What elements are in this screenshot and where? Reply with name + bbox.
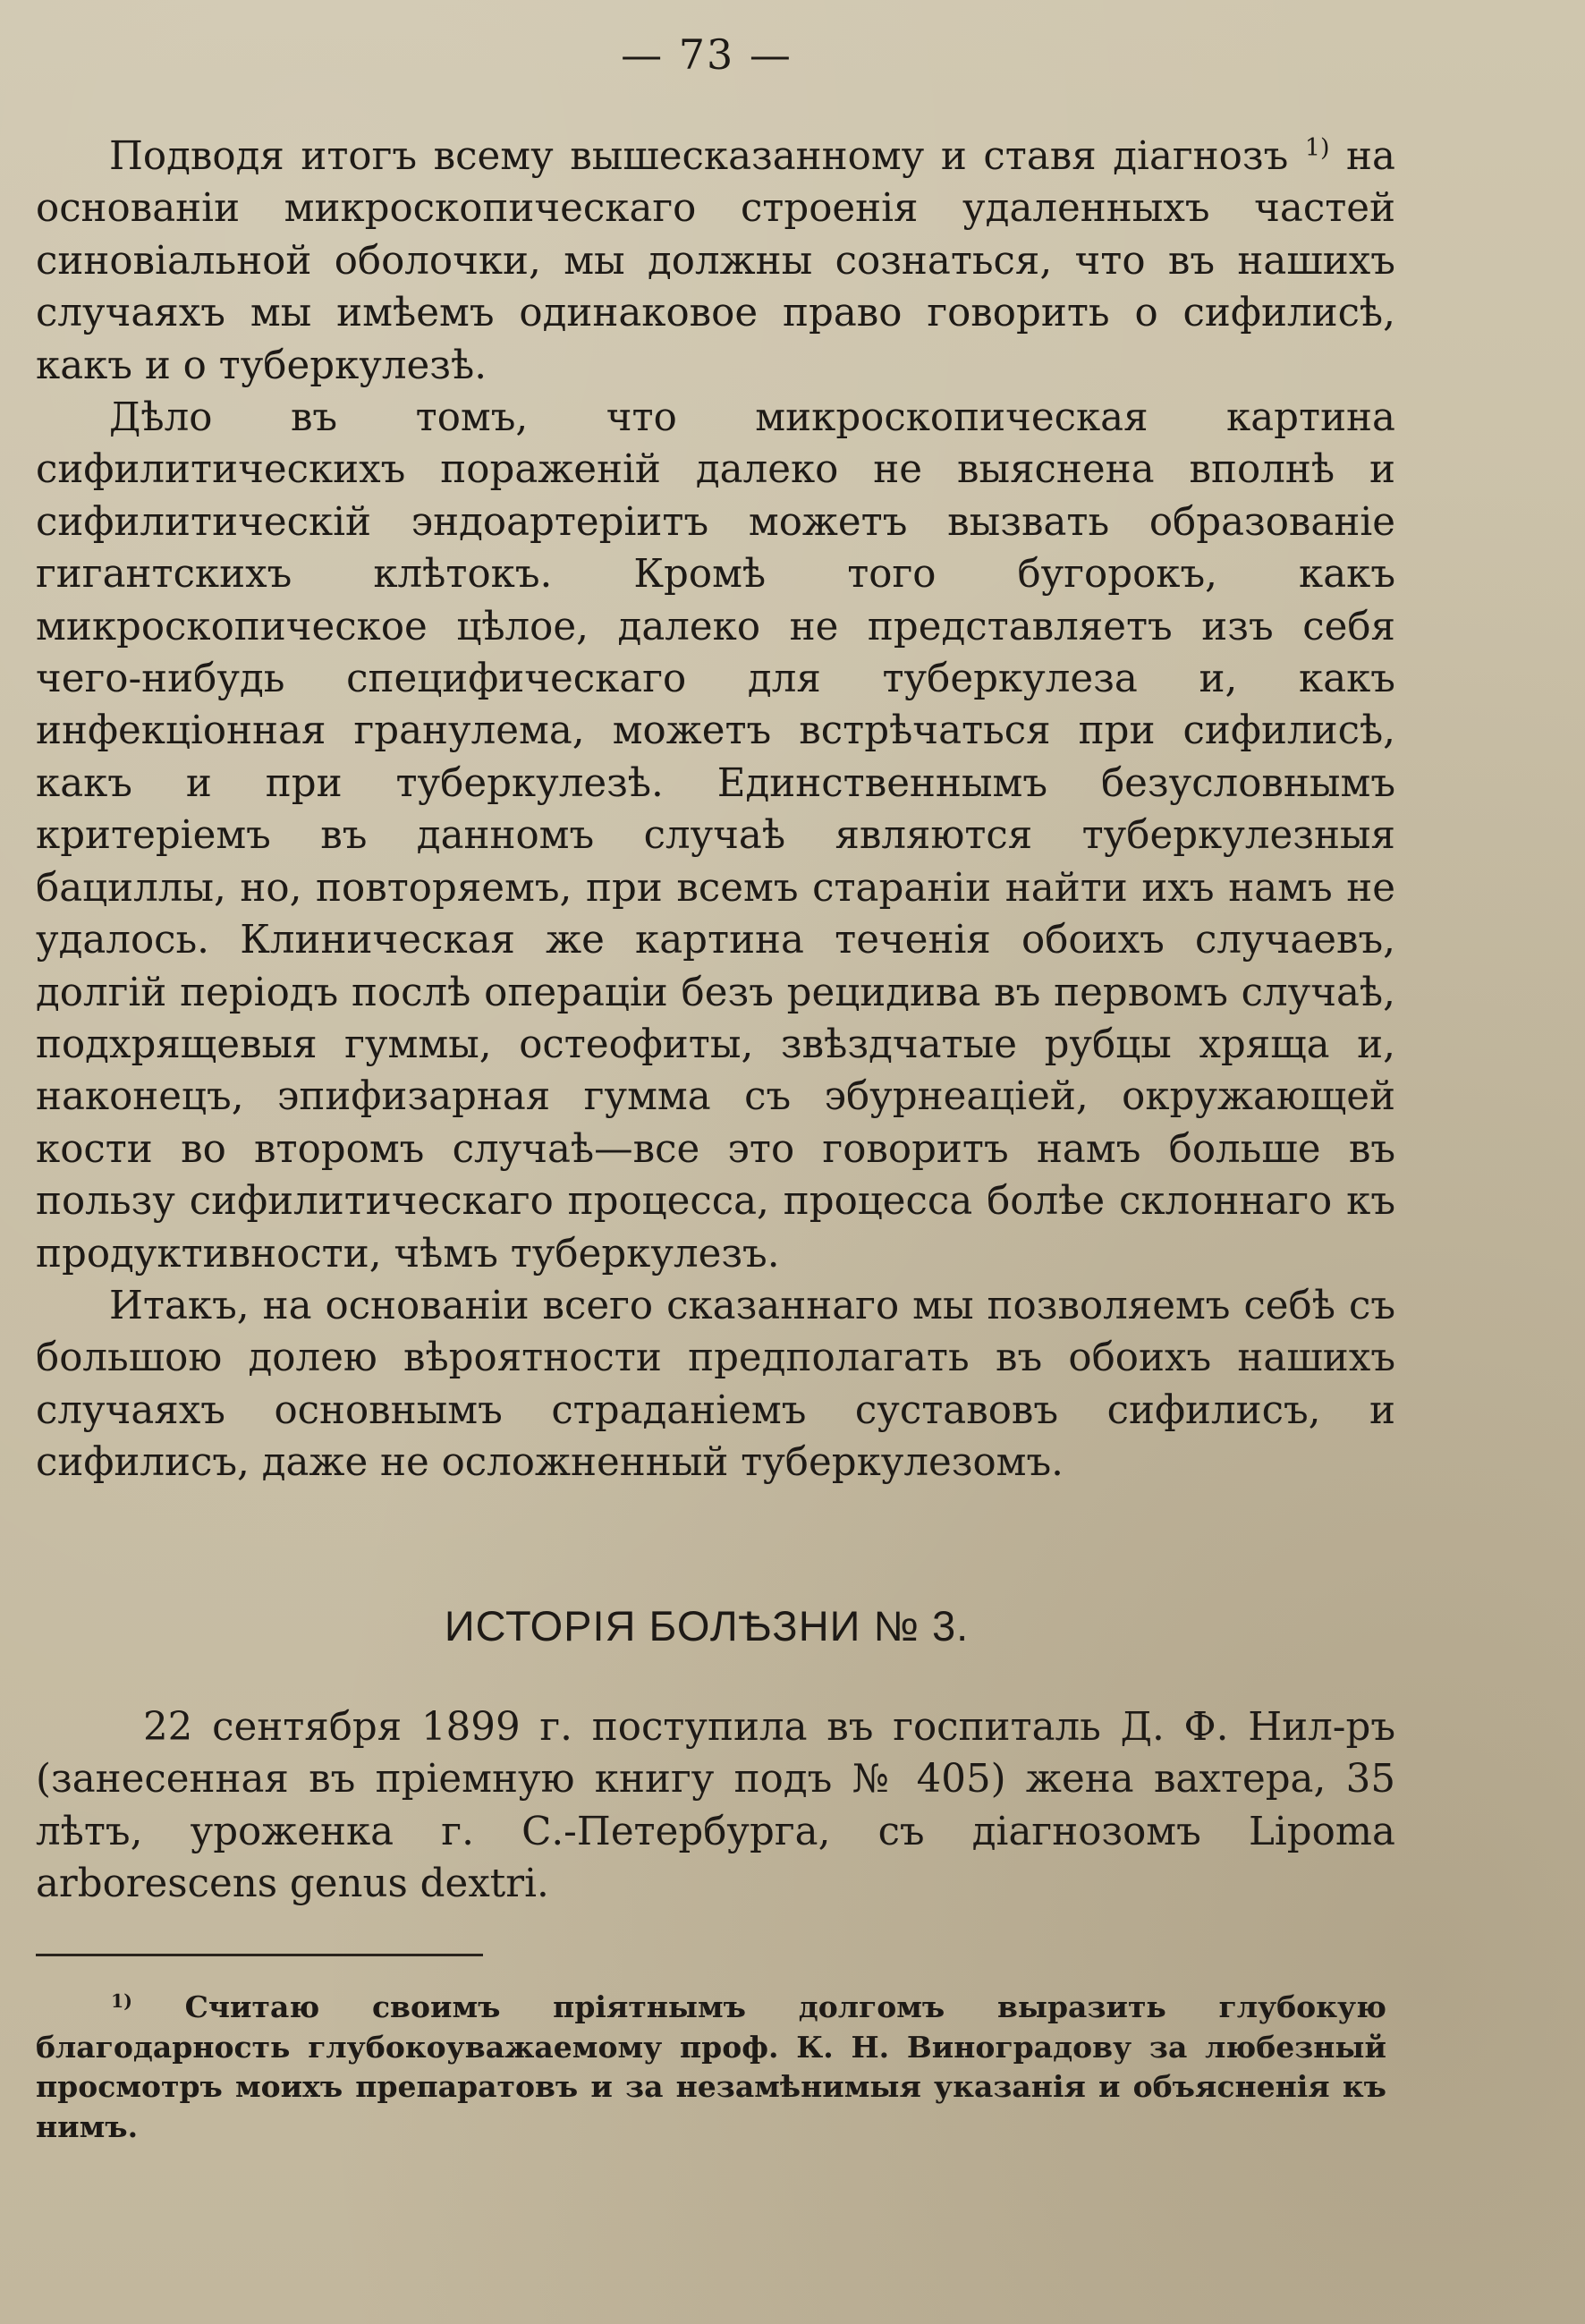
footnote-marker: 1) <box>111 1989 132 2012</box>
main-text <box>36 131 1395 1489</box>
paragraph-2: Дѣло въ томъ, что микроскопическая картина сифилитическихъ пораженій далеко не выяснена вполнѣ и сифилитическій эндоартеріитъ можетъ вызвать образованіе гигантскихъ клѣтокъ. Кромѣ того бугорокъ, какъ микроскопическое цѣлое, далеко не представляетъ изъ себя чего-нибудь специфическаго для туберкулеза и, какъ инфекціонная гранулема, можетъ встрѣчаться при сифилисѣ, какъ и при туберкулезѣ. Единственнымъ безусловнымъ критеріемъ въ данномъ случаѣ являются туберкулезныя бациллы, но, повторяемъ, при всемъ стараніи найти ихъ намъ не удалось. Клиническая же картина теченія обоихъ случаевъ, долгій періодъ послѣ операціи безъ рецидива въ первомъ случаѣ, подхрящевыя гуммы, остеофиты, звѣздчатые рубцы хряща и, наконецъ, эпифизарная гумма съ эбурнеаціей, окружающей кости во второмъ случаѣ—все это говоритъ намъ больше въ пользу сифилитическаго процесса, процесса болѣе склоннаго къ продуктивности, чѣмъ туберкулезъ. <box>36 395 1395 1277</box>
footnote-reference: 1) <box>1304 134 1330 163</box>
paragraph-1-start: Подводя итогъ всему вышесказанному и ставя діагнозъ <box>109 134 1305 179</box>
paragraph-1-rest: на основаніи микроскопическаго строенія удаленныхъ частей синовіальной оболочки, мы должны сознаться, что въ нашихъ случаяхъ мы имѣемъ одинаковое право говорить о сифилисѣ, какъ и о туберкулезѣ. <box>36 134 1395 388</box>
paragraph-1 <box>36 131 1395 392</box>
footnote <box>36 1988 1386 2147</box>
case-history-text <box>36 1701 1395 1911</box>
footnote-text: Считаю своимъ пріятнымъ долгомъ выразить глубокую благодарность глубокоуважаемому проф. К. Н. Виноградову за любезный просмотръ моихъ препаратовъ и за незамѣнимыя указанія и объясненія къ нимъ. <box>36 1989 1386 2144</box>
footnote-paragraph <box>36 1988 1386 2147</box>
footnote-divider <box>36 1954 483 1956</box>
paragraph-3: Итакъ, на основаніи всего сказаннаго мы позволяемъ себѣ съ большою долею вѣроятности предполагать въ обоихъ нашихъ случаяхъ основнымъ страданіемъ суставовъ сифилисъ, и сифилисъ, даже не осложненный туберкулезомъ. <box>36 1283 1395 1486</box>
case-history-paragraph: 22 сентября 1899 г. поступила въ госпиталь Д. Ф. Нил-ръ (занесенная въ пріемную книгу подъ № 405) жена вахтера, 35 лѣтъ, уроженка г. С.-Петербурга, съ діагнозомъ Lipoma arborescens genus dextri. <box>36 1705 1395 1907</box>
page-number: — 73 — <box>621 30 792 79</box>
section-heading: ИСТОРІЯ БОЛѢЗНИ № 3. <box>444 1602 970 1650</box>
